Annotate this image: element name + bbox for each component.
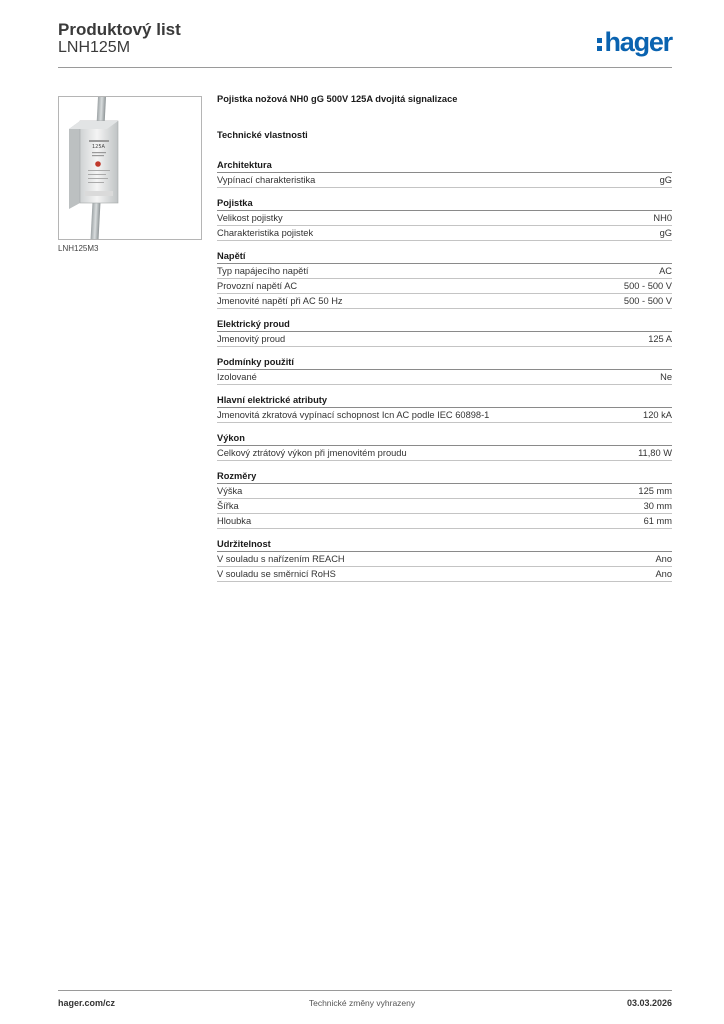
spec-value: 11,80 W — [638, 448, 672, 458]
group-title: Hlavní elektrické atributy — [217, 394, 672, 408]
spec-value: 30 mm — [643, 501, 672, 511]
spec-row — [217, 499, 672, 514]
section-heading: Technické vlastnosti — [217, 130, 308, 140]
spec-row — [217, 408, 672, 423]
spec-value: NH0 — [653, 213, 672, 223]
spec-row — [217, 226, 672, 241]
footer-website-link[interactable]: hager.com/cz — [58, 998, 116, 1008]
spec-label: Charakteristika pojistek — [217, 228, 314, 238]
spec-label: Jmenovitý proud — [217, 334, 286, 344]
spec-value: gG — [659, 228, 672, 238]
group-title: Elektrický proud — [217, 318, 672, 332]
group-title: Výkon — [217, 432, 672, 446]
hager-logo — [597, 29, 672, 56]
spec-label: Typ napájecího napětí — [217, 266, 309, 276]
spec-row — [217, 552, 672, 567]
fuse-rating-label: 125A — [92, 144, 105, 150]
spec-label: Provozní napětí AC — [217, 281, 298, 291]
spec-group-hlavni-elektricke-atributy — [217, 394, 672, 423]
spec-row — [217, 332, 672, 347]
spec-group-napeti — [217, 250, 672, 309]
spec-group-podminky-pouziti — [217, 356, 672, 385]
specification-content — [217, 94, 672, 591]
spec-row — [217, 567, 672, 582]
product-image — [58, 96, 202, 240]
spec-row — [217, 446, 672, 461]
spec-row — [217, 294, 672, 309]
group-title: Napětí — [217, 250, 672, 264]
spec-value: Ano — [655, 569, 672, 579]
spec-group-vykon — [217, 432, 672, 461]
spec-row — [217, 211, 672, 226]
spec-row — [217, 484, 672, 499]
spec-label: V souladu se směrnicí RoHS — [217, 569, 336, 579]
footer-divider — [58, 990, 672, 991]
product-code: LNH125M — [58, 39, 131, 56]
spec-label: Izolované — [217, 372, 257, 382]
spec-value: 500 - 500 V — [623, 296, 672, 306]
spec-value: 61 mm — [643, 516, 672, 526]
spec-group-pojistka — [217, 197, 672, 241]
logo-dots-icon — [597, 36, 602, 52]
group-title: Udržitelnost — [217, 538, 672, 552]
spec-value: 125 mm — [638, 486, 672, 496]
spec-value: 125 A — [648, 334, 672, 344]
group-title: Podmínky použití — [217, 356, 672, 370]
spec-label: Vypínací charakteristika — [217, 175, 316, 185]
spec-group-rozmery — [217, 470, 672, 529]
spec-row — [217, 370, 672, 385]
spec-group-architektura — [217, 159, 672, 188]
spec-value: 500 - 500 V — [623, 281, 672, 291]
spec-value: 120 kA — [643, 410, 672, 420]
image-caption: LNH125M3 — [58, 244, 99, 253]
group-title: Pojistka — [217, 197, 672, 211]
spec-value: Ne — [660, 372, 672, 382]
spec-label: Jmenovitá zkratová vypínací schopnost Icn AC podle IEC 60898-1 — [217, 410, 490, 420]
spec-label: Výška — [217, 486, 243, 496]
footer-notice: Technické změny vyhrazeny — [308, 998, 416, 1008]
spec-group-udrzitelnost — [217, 538, 672, 582]
document-title: Produktový list — [58, 20, 181, 39]
spec-row — [217, 264, 672, 279]
product-name: Pojistka nožová NH0 gG 500V 125A dvojitá signalizace — [217, 94, 458, 104]
spec-value: AC — [659, 266, 672, 276]
spec-label: Celkový ztrátový výkon při jmenovitém proudu — [217, 448, 407, 458]
logo-text: hager — [604, 27, 672, 57]
footer-date: 03.03.2026 — [626, 998, 672, 1008]
spec-row — [217, 173, 672, 188]
spec-label: Hloubka — [217, 516, 252, 526]
spec-row — [217, 279, 672, 294]
fuse-illustration — [59, 97, 201, 239]
spec-label: Velikost pojistky — [217, 213, 283, 223]
spec-value: gG — [659, 175, 672, 185]
group-title: Architektura — [217, 159, 672, 173]
group-title: Rozměry — [217, 470, 672, 484]
spec-label: Šířka — [217, 501, 239, 511]
spec-group-elektricky-proud — [217, 318, 672, 347]
header-divider — [58, 67, 672, 68]
spec-label: Jmenovité napětí při AC 50 Hz — [217, 296, 343, 306]
spec-label: V souladu s nařízením REACH — [217, 554, 345, 564]
spec-value: Ano — [655, 554, 672, 564]
spec-row — [217, 514, 672, 529]
